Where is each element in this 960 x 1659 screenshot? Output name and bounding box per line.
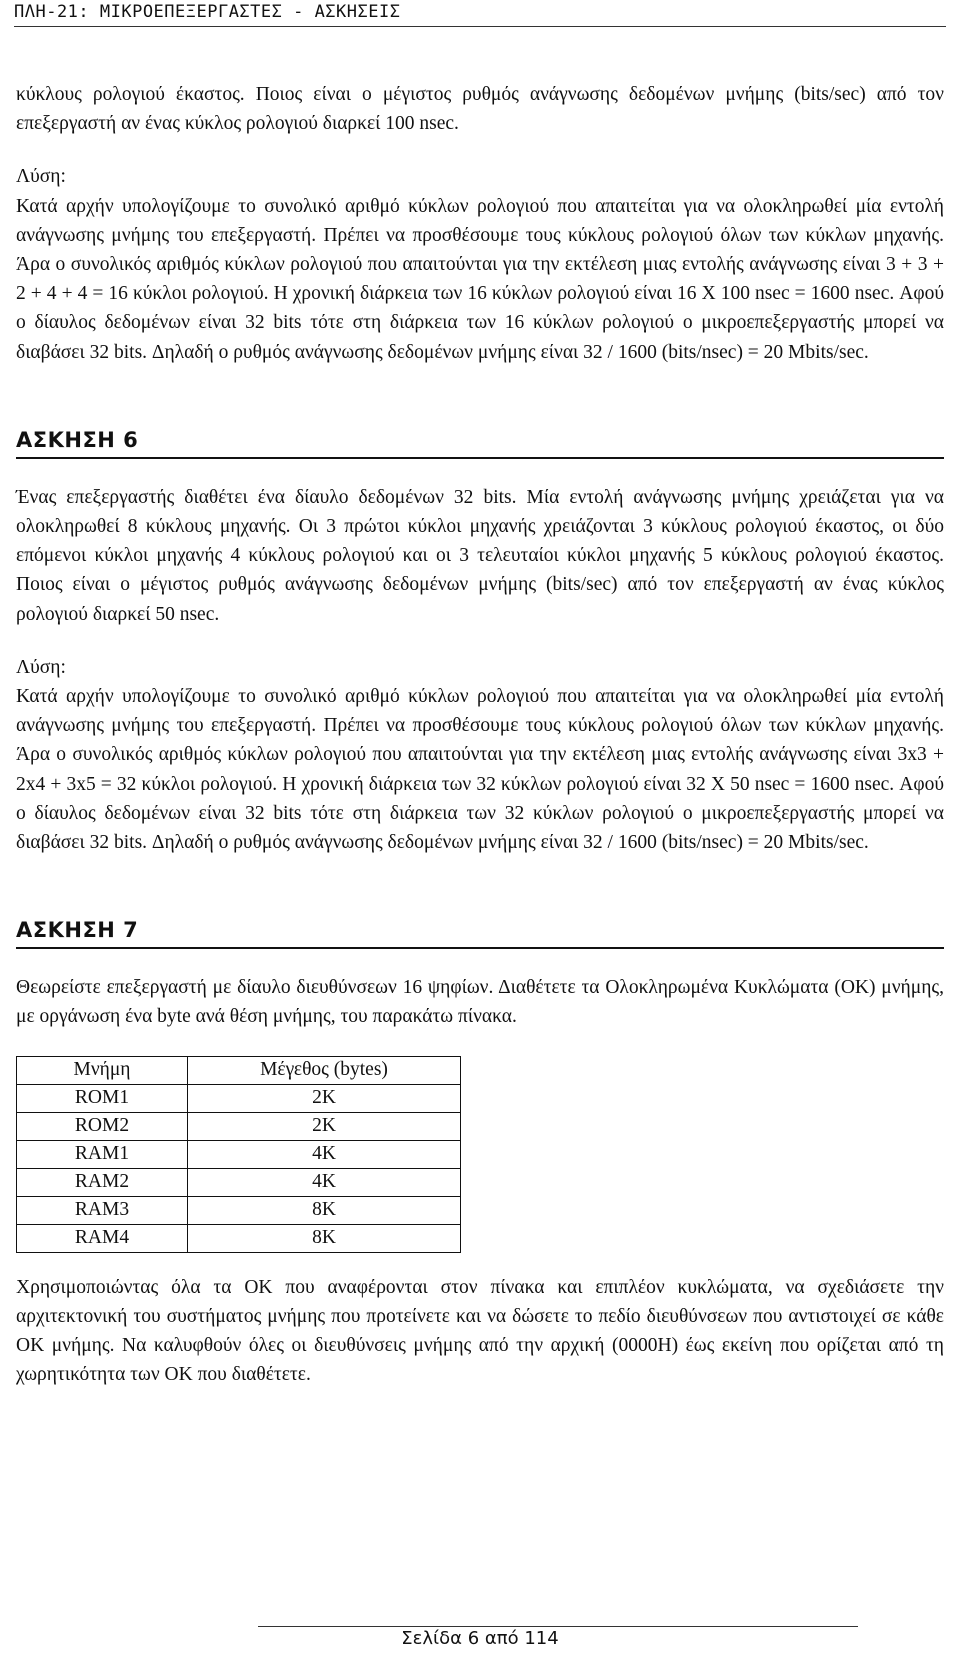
table-row: [17, 1196, 461, 1224]
table-row: [17, 1224, 461, 1252]
memory-cell: RAM3: [17, 1196, 188, 1224]
memory-cell: ROM2: [17, 1112, 188, 1140]
exercise-7-problem: Θεωρείστε επεξεργαστή με δίαυλο διευθύνσεων 16 ψηφίων. Διαθέτετε τα Ολοκληρωμένα Κυκλώματα (ΟΚ) μνήμης, με οργάνωση ένα byte ανά θέση μνήμης, του παρακάτω πίνακα.: [16, 977, 944, 1028]
page-number: Σελίδα 6 από 114: [401, 1628, 559, 1649]
solution-text: Κατά αρχήν υπολογίζουμε το συνολικό αριθμό κύκλων ρολογιού που απαιτείται για να ολοκληρωθεί μία εντολή ανάγνωσης μνήμης του επεξεργαστή. Πρέπει να προσθέσουμε τους κύκλους ρολογιού όλων των κύκλων μηχανής. Άρα ο συνολικός αριθμός κύκλων ρολογιού που απαιτούνται για την εκτέλεση μιας εντολής ανάγνωσης είναι 3 + 3 + 2 + 4 + 4 = 16 κύκλοι ρολογιού. Η χρονική διάρκεια των 16 κύκλων ρολογιού είναι 16 X 100 nsec = 1600 nsec. Αφού ο δίαυλος δεδομένων είναι 32 bits τότε στη διάρκεια των 16 κύκλων ρολογιού ο μικροεπεξεργαστής μπορεί να διαβάσει 32 bits. Δηλαδή ο ρυθμός ανάγνωσης δεδομένων μνήμης είναι 32 / 1600 (bits/nsec) = 20 Mbits/sec.: [16, 195, 944, 363]
table-row: [17, 1112, 461, 1140]
exercise-6-heading: ΑΣΚΗΣΗ 6: [16, 423, 944, 459]
size-cell: 2K: [188, 1084, 461, 1112]
column-header-memory: Μνήμη: [17, 1056, 188, 1084]
size-cell: 8K: [188, 1196, 461, 1224]
solution-label: Λύση:: [16, 166, 66, 188]
exercise-7-task: Χρησιμοποιώντας όλα τα ΟΚ που αναφέρονται στον πίνακα και επιπλέον κυκλώματα, να σχεδιάσετε την αρχιτεκτονική του συστήματος μνήμης που προτείνετε και να δώσετε το πεδίο διευθύνσεων που αντιστοιχεί σε κάθε ΟΚ μνήμης. Να καλυφθούν όλες οι διευθύνσεις μνήμης από την αρχική (0000H) έως εκείνη που ορίζεται από τη χωρητικότητα των ΟΚ που διαθέτετε.: [16, 1276, 944, 1386]
intro-continuation: κύκλους ρολογιού έκαστος. Ποιος είναι ο μέγιστος ρυθμός ανάγνωσης δεδομένων μνήμης (bits/sec) από τον επεξεργαστή αν ένας κύκλος ρολογιού διαρκεί 100 nsec.: [16, 84, 944, 135]
size-cell: 8K: [188, 1224, 461, 1252]
solution-label: Λύση:: [16, 656, 66, 678]
exercise-7-heading: ΑΣΚΗΣΗ 7: [16, 913, 944, 949]
page-header: ΠΛΗ-21: ΜΙΚΡΟΕΠΕΞΕΡΓΑΣΤΕΣ - ΑΣΚΗΣΕΙΣ: [14, 0, 946, 27]
size-cell: 4K: [188, 1140, 461, 1168]
column-header-size: Μέγεθος (bytes): [188, 1056, 461, 1084]
table-row: [17, 1140, 461, 1168]
table-header-row: [17, 1056, 461, 1084]
memory-cell: RAM2: [17, 1168, 188, 1196]
memory-cell: ROM1: [17, 1084, 188, 1112]
size-cell: 2K: [188, 1112, 461, 1140]
memory-table: [16, 1056, 461, 1253]
footer-divider: [258, 1626, 858, 1627]
table-row: [17, 1168, 461, 1196]
document-body: [16, 80, 944, 1389]
table-row: [17, 1084, 461, 1112]
memory-cell: RAM4: [17, 1224, 188, 1252]
size-cell: 4K: [188, 1168, 461, 1196]
memory-cell: RAM1: [17, 1140, 188, 1168]
exercise-6-problem: Ένας επεξεργαστής διαθέτει ένα δίαυλο δεδομένων 32 bits. Μία εντολή ανάγνωσης μνήμης χρειάζεται για να ολοκληρωθεί 8 κύκλους μηχανής. Οι 3 πρώτοι κύκλοι μηχανής χρειάζονται 3 κύκλους ρολογιού έκαστος, οι δύο επόμενοι κύκλοι μηχανής 4 κύκλους ρολογιού και οι 3 τελευταίοι κύκλοι μηχανής 5 κύκλους ρολογιού έκαστος. Ποιος είναι ο μέγιστος ρυθμός ανάγνωσης δεδομένων μνήμης (bits/sec) από τον επεξεργαστή αν ένας κύκλος ρολογιού διαρκεί 50 nsec.: [16, 486, 944, 625]
exercise-6-solution: Κατά αρχήν υπολογίζουμε το συνολικό αριθμό κύκλων ρολογιού που απαιτείται για να ολοκληρωθεί μία εντολή ανάγνωσης μνήμης του επεξεργαστή. Πρέπει να προσθέσουμε τους κύκλους ρολογιού όλων των κύκλων μηχανής. Άρα ο συνολικός αριθμός κύκλων ρολογιού που απαιτούνται για την εκτέλεση μιας εντολής ανάγνωσης είναι 3x3 + 2x4 + 3x5 = 32 κύκλοι ρολογιού. Η χρονική διάρκεια των 32 κύκλων ρολογιού είναι 32 X 50 nsec = 1600 nsec. Αφού ο δίαυλος δεδομένων είναι 32 bits τότε στη διάρκεια των 32 κύκλων ρολογιού ο μικροεπεξεργαστής μπορεί να διαβάσει 32 bits. Δηλαδή ο ρυθμός ανάγνωσης δεδομένων μνήμης είναι 32 / 1600 (bits/nsec) = 20 Mbits/sec.: [16, 686, 944, 854]
